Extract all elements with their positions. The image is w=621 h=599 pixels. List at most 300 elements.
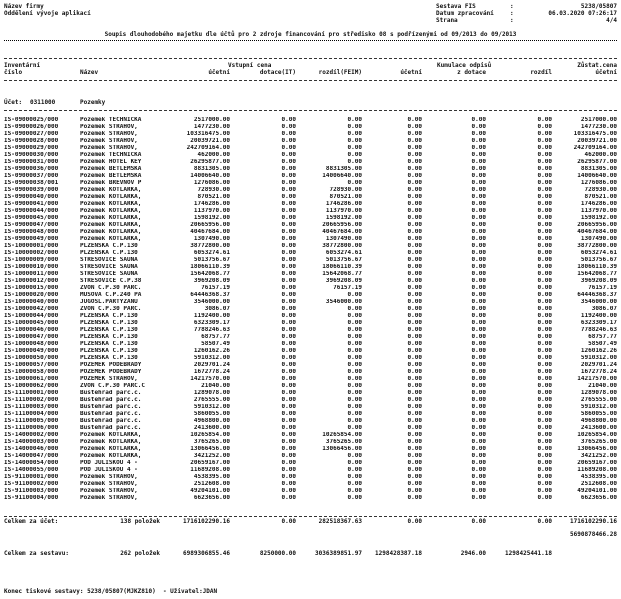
report-total-label: Celkem za sestavu: (4, 550, 70, 557)
cell-subsidy-value: 0.00 (281, 355, 296, 361)
cell-asset-name: Pozemek KOTLÁŘKA, (80, 439, 142, 445)
cell-inventory-number: IS-11100005/000 (4, 418, 59, 424)
cell-dep-diff-value: 0.00 (537, 236, 552, 242)
cell-subsidy-value: 0.00 (281, 334, 296, 340)
account-total-dsub: 0.00 (471, 518, 486, 525)
cell-account-value: 5910312.00 (193, 355, 230, 361)
cell-inventory-number: IS-10000057/000 (4, 362, 59, 368)
cell-account-value: 5910312.00 (193, 404, 230, 410)
cell-account2-value: 0.00 (407, 376, 422, 382)
cell-account2-value: 0.00 (407, 243, 422, 249)
cell-inventory-number: IS-11100002/000 (4, 397, 59, 403)
cell-account2-value: 0.00 (407, 208, 422, 214)
cell-residual-value: 462000.00 (584, 152, 617, 158)
cell-subsidy-value: 0.00 (281, 201, 296, 207)
cell-subsidy-value: 0.00 (281, 159, 296, 165)
cell-subsidy-value: 0.00 (281, 271, 296, 277)
cell-account-value: 18066110.39 (190, 264, 230, 270)
cell-dep-diff-value: 0.00 (537, 257, 552, 263)
cell-account2-value: 0.00 (407, 201, 422, 207)
cell-account2-value: 0.00 (407, 495, 422, 501)
col-name: Název (80, 69, 99, 76)
cell-dep-subsidy-value: 0.00 (471, 411, 486, 417)
cell-subsidy-value: 0.00 (281, 439, 296, 445)
cell-subsidy-value: 0.00 (281, 117, 296, 123)
cell-diff-feim-value: 3546000.00 (325, 299, 362, 305)
cell-dep-diff-value: 0.00 (537, 348, 552, 354)
cell-asset-name: Pozemek HOTEL KEY (80, 159, 142, 165)
cell-residual-value: 1276086.00 (580, 180, 617, 186)
cell-diff-feim-value: 0.00 (347, 348, 362, 354)
cell-account2-value: 0.00 (407, 117, 422, 123)
cell-account2-value: 0.00 (407, 390, 422, 396)
cell-asset-name: Pozemek STRAHOV, (80, 138, 138, 144)
cell-diff-feim-value: 0.00 (347, 145, 362, 151)
cell-dep-diff-value: 0.00 (537, 208, 552, 214)
cell-asset-name: Pozemek STRAHOV, (80, 495, 138, 501)
cell-dep-subsidy-value: 0.00 (471, 383, 486, 389)
cell-subsidy-value: 0.00 (281, 236, 296, 242)
cell-diff-feim-value: 6053274.61 (325, 250, 362, 256)
cell-account2-value: 0.00 (407, 327, 422, 333)
cell-dep-diff-value: 0.00 (537, 194, 552, 200)
cell-dep-diff-value: 0.00 (537, 299, 552, 305)
cell-account2-value: 0.00 (407, 166, 422, 172)
cell-account2-value: 0.00 (407, 236, 422, 242)
cell-diff-feim-value: 0.00 (347, 369, 362, 375)
cell-dep-subsidy-value: 0.00 (471, 341, 486, 347)
cell-diff-feim-value: 0.00 (347, 460, 362, 466)
cell-diff-feim-value: 5013756.67 (325, 257, 362, 263)
cell-asset-name: ZVON C.P.30 PARC.C (80, 383, 146, 389)
cell-asset-name: POZEMEK PODĚBRADY (80, 369, 142, 375)
cell-subsidy-value: 0.00 (281, 180, 296, 186)
cell-account-value: 3086.07 (204, 306, 230, 312)
cell-residual-value: 11689208.00 (577, 467, 617, 473)
cell-dep-subsidy-value: 0.00 (471, 453, 486, 459)
cell-residual-value: 1260162.26 (580, 348, 617, 354)
account-total-count: 138 položek (120, 518, 160, 525)
cell-account-value: 64446368.37 (190, 292, 230, 298)
cell-dep-diff-value: 0.00 (537, 131, 552, 137)
account-total-diff: 282518367.63 (318, 518, 362, 525)
cell-inventory-number: IS-10000020/000 (4, 292, 59, 298)
cell-account2-value: 0.00 (407, 131, 422, 137)
cell-dep-diff-value: 0.00 (537, 495, 552, 501)
cell-residual-value: 6053274.61 (580, 250, 617, 256)
cell-residual-value: 5910312.00 (580, 355, 617, 361)
cell-inventory-number: IS-10000042/000 (4, 306, 59, 312)
cell-asset-name: Pozemek TECHNICKÁ (80, 152, 142, 158)
report-total-diff: 3036389851.97 (315, 550, 362, 557)
cell-account-value: 1307490.00 (193, 236, 230, 242)
cell-dep-diff-value: 0.00 (537, 138, 552, 144)
cell-account-value: 11689208.00 (190, 467, 230, 473)
cell-residual-value: 21040.00 (588, 383, 617, 389)
cell-dep-diff-value: 0.00 (537, 362, 552, 368)
account-total-res: 1716102290.16 (570, 518, 617, 525)
cell-inventory-number: IS-09000036/000 (4, 166, 59, 172)
cell-inventory-number: IS-09000039/000 (4, 187, 59, 193)
cell-account-value: 2413600.00 (193, 425, 230, 431)
cell-account2-value: 0.00 (407, 285, 422, 291)
cell-asset-name: Pozemek STRAHOV, (80, 481, 138, 487)
cell-inventory-number: IS-14000054/000 (4, 460, 59, 466)
cell-residual-value: 7788246.63 (580, 327, 617, 333)
cell-account-value: 2512608.00 (193, 481, 230, 487)
cell-asset-name: Pozemek STRAHOV, (80, 124, 138, 130)
cell-account2-value: 0.00 (407, 355, 422, 361)
cell-subsidy-value: 0.00 (281, 390, 296, 396)
cell-inventory-number: IS-10000046/000 (4, 327, 59, 333)
col-account3: účetní (595, 69, 617, 76)
cell-subsidy-value: 0.00 (281, 432, 296, 438)
cell-asset-name: PLZEŇSKÁ C.P.130 (80, 250, 138, 256)
cell-asset-name: PLZEŇSKÁ C.P.130 (80, 327, 138, 333)
cell-account2-value: 0.00 (407, 264, 422, 270)
cell-account2-value: 0.00 (407, 173, 422, 179)
cell-dep-subsidy-value: 0.00 (471, 418, 486, 424)
cell-dep-subsidy-value: 0.00 (471, 355, 486, 361)
cell-asset-name: STŘEŠOVICE SAUNA (80, 264, 138, 270)
cell-residual-value: 5860055.00 (580, 411, 617, 417)
cell-account-value: 103316475.00 (186, 131, 230, 137)
cell-account-value: 49204101.00 (190, 488, 230, 494)
cell-dep-subsidy-value: 0.00 (471, 173, 486, 179)
cell-account-value: 1672778.24 (193, 369, 230, 375)
cell-residual-value: 38772800.00 (577, 243, 617, 249)
date-value: 06.03.2020 07:26:17 (548, 10, 617, 17)
cell-inventory-number: IS-14000046/000 (4, 446, 59, 452)
cell-subsidy-value: 0.00 (281, 306, 296, 312)
cell-account2-value: 0.00 (407, 271, 422, 277)
col-account: účetní (208, 69, 230, 76)
cell-subsidy-value: 0.00 (281, 278, 296, 284)
cell-diff-feim-value: 0.00 (347, 313, 362, 319)
cell-subsidy-value: 0.00 (281, 145, 296, 151)
report-total-dsub: 2946.00 (460, 550, 486, 557)
cell-inventory-number: IS-91100001/000 (4, 474, 59, 480)
cell-residual-value: 4968800.00 (580, 418, 617, 424)
cell-subsidy-value: 0.00 (281, 467, 296, 473)
cell-diff-feim-value: 0.00 (347, 327, 362, 333)
cell-diff-feim-value: 0.00 (347, 390, 362, 396)
cell-dep-diff-value: 0.00 (537, 320, 552, 326)
col-purchase-price: Vstupní cena (228, 62, 272, 69)
cell-account-value: 242709164.00 (186, 145, 230, 151)
cell-diff-feim-value: 10265854.00 (322, 432, 362, 438)
cell-inventory-number: IS-09000047/000 (4, 222, 59, 228)
cell-diff-feim-value: 40467684.00 (322, 229, 362, 235)
report-footer: Konec tiskové sestavy: 5238/05807(MJKZ810) - Uživatel:JDAN (4, 588, 218, 595)
cell-diff-feim-value: 0.00 (347, 306, 362, 312)
cell-dep-subsidy-value: 0.00 (471, 362, 486, 368)
cell-inventory-number: IS-11100003/000 (4, 404, 59, 410)
cell-inventory-number: IS-10000047/000 (4, 334, 59, 340)
cell-dep-subsidy-value: 0.00 (471, 271, 486, 277)
cell-diff-feim-value: 728930.00 (329, 187, 362, 193)
cell-account-value: 68757.77 (201, 334, 230, 340)
cell-account-value: 8831305.00 (193, 166, 230, 172)
header-bottom-divider (4, 80, 617, 81)
cell-residual-value: 15642068.77 (577, 271, 617, 277)
cell-inventory-number: IS-10000058/000 (4, 369, 59, 375)
cell-dep-subsidy-value: 0.00 (471, 222, 486, 228)
cell-diff-feim-value: 0.00 (347, 418, 362, 424)
cell-inventory-number: IS-10000050/000 (4, 355, 59, 361)
cell-subsidy-value: 0.00 (281, 257, 296, 263)
col-number: číslo (4, 69, 23, 76)
account-total-extra: 5690878466.28 (570, 531, 617, 538)
cell-account-value: 5860055.00 (193, 411, 230, 417)
cell-inventory-number: IS-09000028/000 (4, 138, 59, 144)
cell-dep-diff-value: 0.00 (537, 166, 552, 172)
cell-residual-value: 14217570.00 (577, 376, 617, 382)
cell-diff-feim-value: 0.00 (347, 152, 362, 158)
cell-residual-value: 1307490.00 (580, 236, 617, 242)
cell-dep-subsidy-value: 0.00 (471, 299, 486, 305)
cell-inventory-number: IS-09000037/000 (4, 173, 59, 179)
cell-dep-subsidy-value: 0.00 (471, 495, 486, 501)
cell-asset-name: Pozemek KOTLÁŘKA, (80, 453, 142, 459)
cell-subsidy-value: 0.00 (281, 215, 296, 221)
cell-residual-value: 5910312.00 (580, 404, 617, 410)
cell-diff-feim-value: 0.00 (347, 124, 362, 130)
total-top-divider (4, 516, 617, 517)
cell-asset-name: POD JULISKOU 4 - (80, 460, 138, 466)
cell-dep-subsidy-value: 0.00 (471, 264, 486, 270)
cell-account-value: 1746286.00 (193, 201, 230, 207)
cell-asset-name: PLZEŇSKÁ C.P.130 (80, 320, 138, 326)
cell-asset-name: STŘEŠOVICE SAUNA (80, 271, 138, 277)
cell-account-value: 1192400.00 (193, 313, 230, 319)
cell-account-value: 20659167.00 (190, 460, 230, 466)
cell-dep-diff-value: 0.00 (537, 397, 552, 403)
cell-account2-value: 0.00 (407, 313, 422, 319)
cell-inventory-number: IS-09000038/001 (4, 180, 59, 186)
cell-diff-feim-value: 0.00 (347, 341, 362, 347)
cell-account2-value: 0.00 (407, 474, 422, 480)
cell-diff-feim-value: 0.00 (347, 292, 362, 298)
cell-account-value: 4538395.00 (193, 474, 230, 480)
cell-residual-value: 26295877.00 (577, 159, 617, 165)
cell-asset-name: Pozemek KOTLÁŘKA, (80, 201, 142, 207)
cell-subsidy-value: 0.00 (281, 131, 296, 137)
cell-account-value: 7788246.63 (193, 327, 230, 333)
cell-dep-subsidy-value: 0.00 (471, 488, 486, 494)
cell-asset-name: Buštěhrad parc.č. (80, 418, 142, 424)
cell-inventory-number: IS-09000026/000 (4, 124, 59, 130)
cell-diff-feim-value: 0.00 (347, 481, 362, 487)
cell-diff-feim-value: 0.00 (347, 495, 362, 501)
cell-account-value: 1137970.00 (193, 208, 230, 214)
cell-dep-diff-value: 0.00 (537, 264, 552, 270)
cell-dep-subsidy-value: 0.00 (471, 404, 486, 410)
cell-diff-feim-value: 14006640.00 (322, 173, 362, 179)
cell-asset-name: Pozemek BETLÉMSKÁ (80, 173, 142, 179)
cell-asset-name: Pozemek STRAHOV, (80, 488, 138, 494)
cell-asset-name: Pozemek KOTLÁŘKA, (80, 432, 142, 438)
cell-residual-value: 2512608.00 (580, 481, 617, 487)
cell-dep-diff-value: 0.00 (537, 117, 552, 123)
account-total-acc: 1716102290.16 (183, 518, 230, 525)
cell-dep-subsidy-value: 0.00 (471, 432, 486, 438)
company-name: Název firmy (4, 3, 44, 10)
cell-residual-value: 5013756.67 (580, 257, 617, 263)
cell-dep-diff-value: 0.00 (537, 390, 552, 396)
cell-residual-value: 1192400.00 (580, 313, 617, 319)
cell-account-value: 5013756.67 (193, 257, 230, 263)
cell-asset-name: Pozemek STRAHOV, (80, 474, 138, 480)
cell-residual-value: 728930.00 (584, 187, 617, 193)
cell-inventory-number: IS-91100002/000 (4, 481, 59, 487)
cell-subsidy-value: 0.00 (281, 173, 296, 179)
cell-dep-subsidy-value: 0.00 (471, 334, 486, 340)
cell-account2-value: 0.00 (407, 446, 422, 452)
cell-dep-subsidy-value: 0.00 (471, 152, 486, 158)
cell-asset-name: PLZEŇSKÁ C.P.130 (80, 348, 138, 354)
cell-subsidy-value: 0.00 (281, 243, 296, 249)
cell-subsidy-value: 0.00 (281, 369, 296, 375)
cell-residual-value: 1746286.00 (580, 201, 617, 207)
cell-dep-diff-value: 0.00 (537, 432, 552, 438)
cell-subsidy-value: 0.00 (281, 320, 296, 326)
col-diff: rozdíl (530, 69, 552, 76)
cell-residual-value: 14006640.00 (577, 173, 617, 179)
cell-dep-diff-value: 0.00 (537, 201, 552, 207)
cell-asset-name: PLZEŇSKÁ C.P.130 (80, 334, 138, 340)
cell-subsidy-value: 0.00 (281, 341, 296, 347)
cell-inventory-number: IS-11100004/000 (4, 411, 59, 417)
page-separator: : (510, 17, 514, 24)
cell-account-value: 10265854.00 (190, 432, 230, 438)
cell-subsidy-value: 0.00 (281, 208, 296, 214)
cell-inventory-number: IS-10000010/000 (4, 264, 59, 270)
date-label: Datum zpracování (436, 10, 494, 17)
cell-account2-value: 0.00 (407, 299, 422, 305)
cell-asset-name: PLZEŇSKÁ C.P.130 (80, 243, 138, 249)
cell-inventory-number: IS-09000049/000 (4, 236, 59, 242)
cell-inventory-number: IS-09000040/000 (4, 194, 59, 200)
cell-diff-feim-value: 0.00 (347, 320, 362, 326)
cell-diff-feim-value: 0.00 (347, 411, 362, 417)
cell-residual-value: 76157.19 (588, 285, 617, 291)
cell-dep-diff-value: 0.00 (537, 159, 552, 165)
report-title: Soupis dlouhodobého majetku dle účtů pro 2 zdroje financování pro středisko 08 s podřízenými od 09/2013 do 09/2013 (104, 31, 517, 38)
cell-subsidy-value: 0.00 (281, 229, 296, 235)
cell-account2-value: 0.00 (407, 222, 422, 228)
cell-dep-diff-value: 0.00 (537, 453, 552, 459)
cell-account-value: 76157.19 (201, 285, 230, 291)
cell-inventory-number: IS-91100003/000 (4, 488, 59, 494)
cell-diff-feim-value: 1307490.00 (325, 236, 362, 242)
cell-dep-subsidy-value: 0.00 (471, 467, 486, 473)
cell-dep-subsidy-value: 0.00 (471, 439, 486, 445)
cell-dep-subsidy-value: 0.00 (471, 397, 486, 403)
cell-asset-name: Pozemek KOTLÁŘKA, (80, 187, 142, 193)
cell-diff-feim-value: 870521.00 (329, 194, 362, 200)
cell-account2-value: 0.00 (407, 411, 422, 417)
cell-subsidy-value: 0.00 (281, 362, 296, 368)
cell-diff-feim-value: 20665956.00 (322, 222, 362, 228)
cell-asset-name: Pozemek BETLÉMSKÁ (80, 166, 142, 172)
cell-inventory-number: IS-10000002/000 (4, 250, 59, 256)
page-label: Strana (436, 17, 458, 24)
cell-asset-name: Pozemek TECHNICKÁ (80, 117, 142, 123)
cell-dep-subsidy-value: 0.00 (471, 257, 486, 263)
cell-asset-name: MUSOVA C.P.240 PA (80, 292, 142, 298)
cell-dep-subsidy-value: 0.00 (471, 327, 486, 333)
cell-dep-diff-value: 0.00 (537, 383, 552, 389)
cell-residual-value: 10265854.00 (577, 432, 617, 438)
cell-diff-feim-value: 1598192.00 (325, 215, 362, 221)
cell-dep-diff-value: 0.00 (537, 467, 552, 473)
cell-dep-diff-value: 0.00 (537, 124, 552, 130)
report-total-acc2: 1298428387.18 (375, 550, 422, 557)
cell-asset-name: PLZEŇSKÁ C.P.130 (80, 355, 138, 361)
report-separator: : (510, 3, 514, 10)
cell-dep-subsidy-value: 0.00 (471, 124, 486, 130)
cell-residual-value: 20665956.00 (577, 222, 617, 228)
cell-inventory-number: IS-10000048/000 (4, 341, 59, 347)
cell-residual-value: 2765555.00 (580, 397, 617, 403)
cell-subsidy-value: 0.00 (281, 488, 296, 494)
cell-dep-subsidy-value: 0.00 (471, 166, 486, 172)
cell-account2-value: 0.00 (407, 348, 422, 354)
cell-account2-value: 0.00 (407, 187, 422, 193)
cell-dep-diff-value: 0.00 (537, 341, 552, 347)
report-total-acc: 6989306855.46 (183, 550, 230, 557)
cell-asset-name: Buštěhrad parc.č. (80, 411, 142, 417)
cell-diff-feim-value: 0.00 (347, 117, 362, 123)
cell-diff-feim-value: 0.00 (347, 355, 362, 361)
cell-dep-diff-value: 0.00 (537, 481, 552, 487)
cell-account-value: 13066456.00 (190, 446, 230, 452)
cell-dep-diff-value: 0.00 (537, 439, 552, 445)
cell-residual-value: 20659167.00 (577, 460, 617, 466)
col-subsidy: dotace(IT) (259, 69, 296, 76)
cell-asset-name: Pozemek KOTLÁŘKA, (80, 229, 142, 235)
cell-account2-value: 0.00 (407, 180, 422, 186)
col-diff-feim: rozdíl(FEIM) (318, 69, 362, 76)
cell-inventory-number: IS-09000029/000 (4, 145, 59, 151)
cell-account-value: 728930.00 (197, 187, 230, 193)
cell-account2-value: 0.00 (407, 369, 422, 375)
cell-inventory-number: IS-10000044/000 (4, 313, 59, 319)
cell-inventory-number: IS-10000009/000 (4, 257, 59, 263)
cell-dep-subsidy-value: 0.00 (471, 145, 486, 151)
cell-inventory-number: IS-10000062/000 (4, 383, 59, 389)
cell-account-value: 1289078.00 (193, 390, 230, 396)
cell-diff-feim-value: 0.00 (347, 159, 362, 165)
cell-dep-subsidy-value: 0.00 (471, 474, 486, 480)
cell-subsidy-value: 0.00 (281, 404, 296, 410)
cell-dep-subsidy-value: 0.00 (471, 180, 486, 186)
cell-account2-value: 0.00 (407, 138, 422, 144)
cell-account-value: 26295877.00 (190, 159, 230, 165)
cell-diff-feim-value: 0.00 (347, 138, 362, 144)
account-total-acc2: 0.00 (407, 518, 422, 525)
cell-dep-subsidy-value: 0.00 (471, 208, 486, 214)
cell-diff-feim-value: 15642068.77 (322, 271, 362, 277)
cell-dep-subsidy-value: 0.00 (471, 138, 486, 144)
cell-residual-value: 8831305.00 (580, 166, 617, 172)
cell-dep-diff-value: 0.00 (537, 271, 552, 277)
cell-diff-feim-value: 0.00 (347, 474, 362, 480)
cell-account-value: 40467684.00 (190, 229, 230, 235)
cell-inventory-number: IS-10000015/000 (4, 285, 59, 291)
cell-dep-diff-value: 0.00 (537, 474, 552, 480)
